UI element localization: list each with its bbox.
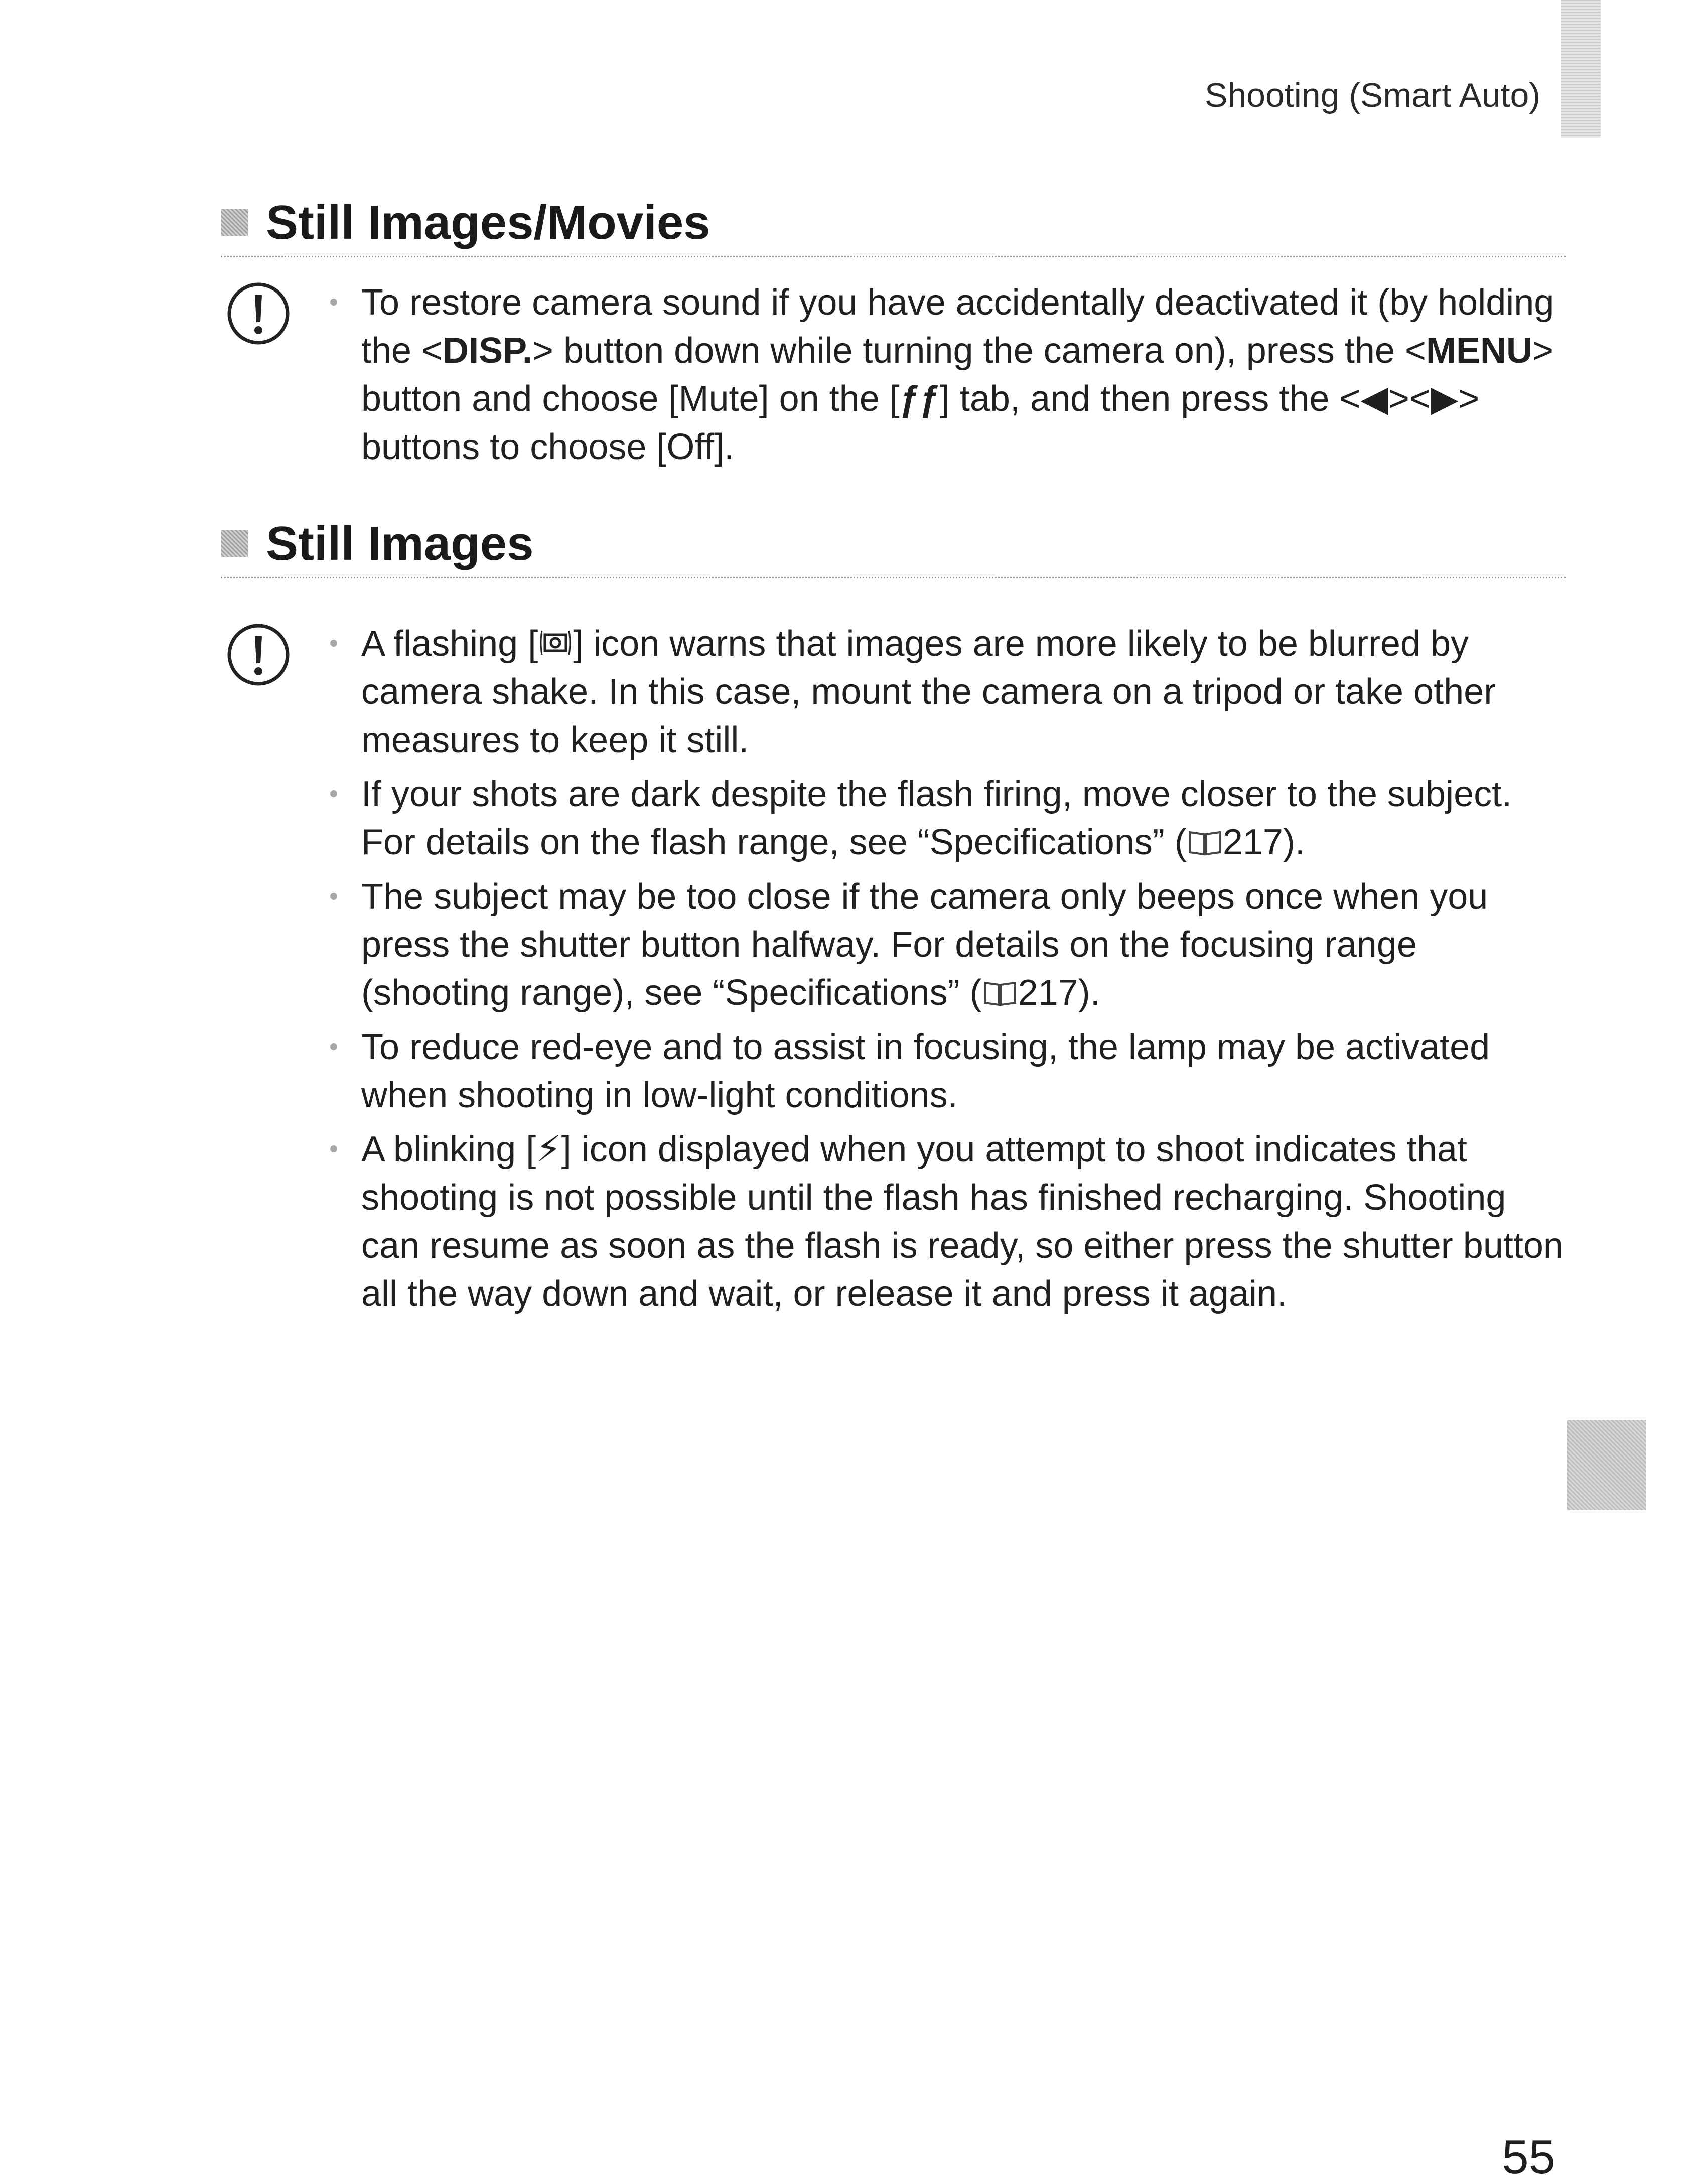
caution-icon <box>226 622 291 687</box>
section-title: Still Images/Movies <box>266 196 710 249</box>
list-item <box>326 278 1566 471</box>
bullet-dot <box>330 640 337 647</box>
text-run: A flashing [ <box>361 624 538 664</box>
bullet-dot <box>330 1043 337 1050</box>
list-item <box>326 872 1566 1017</box>
bullet-dot <box>330 790 337 797</box>
text-run: 217). <box>1018 973 1100 1013</box>
tools-tab-icon: ƒƒ <box>899 379 940 419</box>
text-run: To restore camera sound if you have accidentally deactivated it (by holding the < <box>361 282 1554 371</box>
text-run: To reduce red-eye and to assist in focusing, the lamp may be activated when shooting in low-light conditions. <box>361 1027 1490 1115</box>
caution-icon <box>226 281 291 346</box>
section-tab-marker <box>1567 1420 1646 1510</box>
list-item <box>326 770 1566 866</box>
section-divider <box>221 256 1566 257</box>
right-arrow-button-icon: ▶ <box>1430 379 1459 419</box>
book-reference-icon <box>1187 827 1223 858</box>
text-run: If your shots are dark despite the flash firing, move closer to the subject. For details on the flash range, see “Specifications” ( <box>361 774 1512 862</box>
book-reference-icon <box>982 978 1018 1009</box>
section-heading-still-images-movies <box>221 191 1566 261</box>
heading-square-icon <box>221 530 248 557</box>
text-run: ] icon warns that images are more likely to be blurred by camera shake. In this case, mount the camera on a tripod or take other measures to keep it still. <box>361 624 1496 760</box>
text-run: A blinking [ <box>361 1129 536 1170</box>
text-run: ] tab, and then press the < <box>939 379 1361 419</box>
section-title: Still Images <box>266 517 534 570</box>
section-divider <box>221 577 1566 578</box>
heading-square-icon <box>221 209 248 236</box>
section-heading-still-images <box>221 512 1566 582</box>
bullet-list-still-images <box>326 620 1566 1324</box>
text-run: ] icon displayed when you attempt to shoot indicates that shooting is not possible until the flash has finished recharging. Shooting can resume as soon as the flash is ready, so either press the shutter button all the way down and wait, or release it and press it again. <box>361 1129 1563 1314</box>
camera-shake-icon <box>538 625 573 660</box>
page-number: 55 <box>1502 2130 1555 2184</box>
bullet-dot <box>330 299 337 306</box>
bullet-list-still-images-movies <box>326 278 1566 477</box>
menu-button-label: MENU <box>1426 331 1532 371</box>
list-item <box>326 1023 1566 1119</box>
list-item <box>326 1125 1566 1318</box>
text-run: 217). <box>1222 822 1305 862</box>
text-run: The subject may be too close if the camera only beeps once when you press the shutter button halfway. For details on the focusing range (shooting range), see “Specifications” ( <box>361 877 1488 1013</box>
text-run: > buttons to choose [Off]. <box>361 379 1480 467</box>
left-arrow-button-icon: ◀ <box>1360 379 1388 419</box>
disp-button-label: DISP. <box>443 331 532 371</box>
bullet-dot <box>330 1145 337 1152</box>
chapter-tab-marker <box>1561 0 1601 138</box>
list-item <box>326 620 1566 764</box>
text-run: >< <box>1388 379 1431 419</box>
bullet-dot <box>330 893 337 900</box>
text-run: > button down while turning the camera on), press the < <box>532 331 1426 371</box>
text-run: > button and choose [Mute] on the [ <box>361 331 1554 419</box>
flash-icon: ⚡ <box>536 1129 561 1170</box>
running-header: Shooting (Smart Auto) <box>1204 76 1540 114</box>
